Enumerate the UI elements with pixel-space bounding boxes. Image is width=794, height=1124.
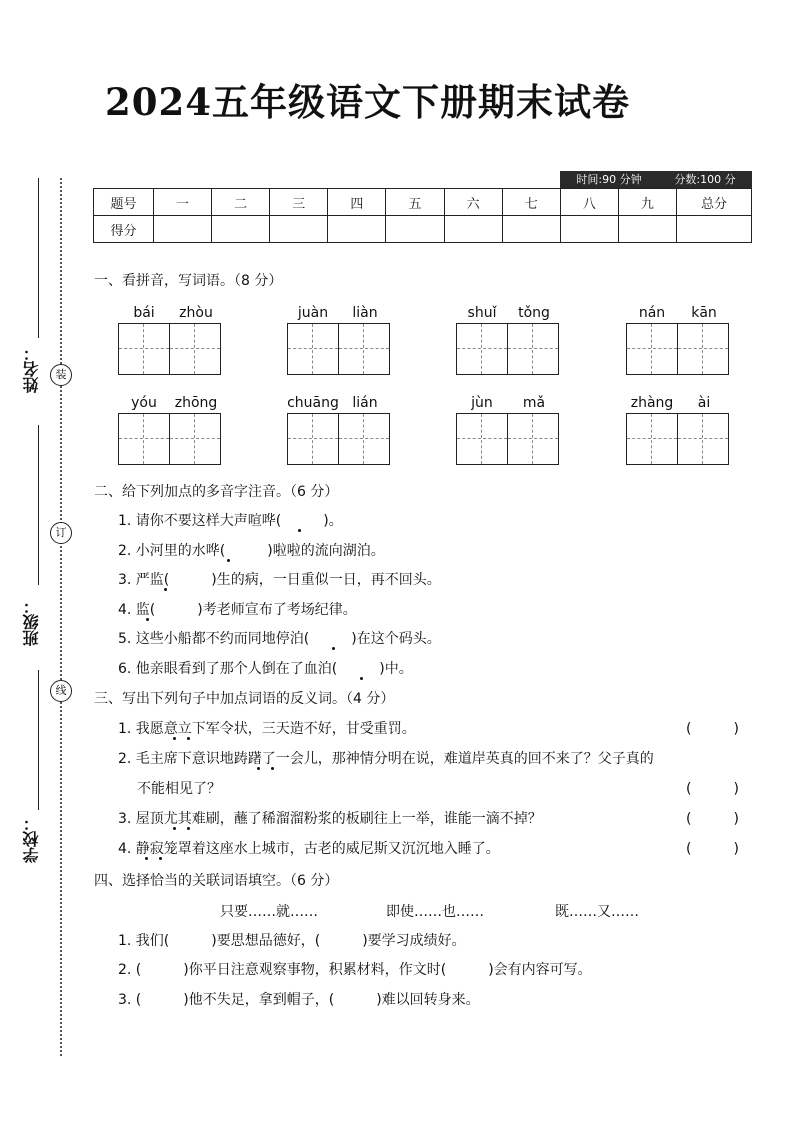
writing-box[interactable]: [626, 413, 678, 465]
table-row: [94, 189, 752, 216]
section2-title: 二、给下列加点的多音字注音。（6 分）: [94, 484, 339, 500]
emphasis-dot: [187, 737, 190, 740]
section1-title: 一、看拼音，写词语。（8 分）: [94, 273, 283, 289]
writing-box[interactable]: [287, 413, 339, 465]
writing-box[interactable]: [338, 323, 390, 375]
writing-box[interactable]: [507, 413, 559, 465]
score-cell[interactable]: [560, 216, 618, 243]
writing-box[interactable]: [677, 413, 729, 465]
score-cell[interactable]: [386, 216, 444, 243]
question-item: 3. 严监( )生的病，一日重似一日，再不回头。: [118, 572, 441, 588]
score-label: 分数:100 分: [674, 173, 736, 186]
score-cell[interactable]: [328, 216, 386, 243]
score-cell[interactable]: [677, 216, 752, 243]
name-rule: [38, 178, 39, 338]
emphasis-dot: [187, 827, 190, 830]
answer-paren[interactable]: ( ): [686, 781, 739, 797]
school-rule: [38, 670, 39, 810]
pinyin-label: zhòu: [179, 305, 213, 321]
seal-xian: 线: [50, 680, 72, 702]
pinyin-label: ài: [697, 395, 711, 411]
emphasis-dot: [360, 677, 363, 680]
answer-paren[interactable]: ( ): [686, 841, 739, 857]
table-row: [94, 216, 752, 243]
column-header: 九: [618, 189, 676, 216]
column-header: 八: [560, 189, 618, 216]
score-cell[interactable]: [154, 216, 212, 243]
writing-box[interactable]: [118, 323, 170, 375]
question-item-continued: 不能相见了？: [137, 781, 221, 797]
column-header: 六: [444, 189, 502, 216]
writing-box[interactable]: [626, 323, 678, 375]
question-item: 1. 我们( )要思想品德好，( )要学习成绩好。: [118, 933, 466, 949]
emphasis-dot: [164, 588, 167, 591]
option-3: 既……又……: [555, 904, 639, 920]
question-item: 4. 静寂笼罩着这座水上城市，古老的威尼斯又沉沉地入睡了。: [118, 841, 500, 857]
column-header: 四: [328, 189, 386, 216]
section3-title: 三、写出下列句子中加点词语的反义词。（4 分）: [94, 691, 395, 707]
name-label: 姓名：: [22, 345, 41, 393]
writing-box[interactable]: [169, 413, 221, 465]
pinyin-label: zhōng: [174, 395, 218, 411]
answer-paren[interactable]: ( ): [686, 811, 739, 827]
score-cell[interactable]: [212, 216, 270, 243]
option-1: 只要……就……: [220, 904, 318, 920]
writing-box[interactable]: [456, 323, 508, 375]
emphasis-dot: [145, 857, 148, 860]
row-label: 题号: [94, 189, 154, 216]
score-cell[interactable]: [502, 216, 560, 243]
pinyin-label: liàn: [352, 305, 378, 321]
question-item: 1. 我愿意立下军令状，三天造不好，甘受重罚。: [118, 721, 416, 737]
score-table: [93, 188, 752, 243]
column-header: 总分: [677, 189, 752, 216]
column-header: 一: [154, 189, 212, 216]
score-cell[interactable]: [618, 216, 676, 243]
column-header: 五: [386, 189, 444, 216]
question-item: 5. 这些小船都不约而同地停泊( )在这个码头。: [118, 631, 441, 647]
section4-title: 四、选择恰当的关联词语填空。（6 分）: [94, 873, 339, 889]
score-cell[interactable]: [270, 216, 328, 243]
emphasis-dot: [173, 737, 176, 740]
column-header: 三: [270, 189, 328, 216]
writing-box[interactable]: [118, 413, 170, 465]
seal-ding: 订: [50, 522, 72, 544]
pinyin-label: kān: [691, 305, 717, 321]
class-label: 班级：: [22, 598, 41, 646]
emphasis-dot: [257, 767, 260, 770]
writing-box[interactable]: [677, 323, 729, 375]
time-label: 时间:90 分钟: [576, 173, 642, 186]
pinyin-label: bái: [133, 305, 155, 321]
question-item: 6. 他亲眼看到了那个人倒在了血泊( )中。: [118, 661, 413, 677]
pinyin-label: shuǐ: [467, 305, 497, 321]
emphasis-dot: [146, 618, 149, 621]
question-item: 2. ( )你平日注意观察事物，积累材料，作文时( )会有内容可写。: [118, 962, 592, 978]
writing-box[interactable]: [169, 323, 221, 375]
score-cell[interactable]: [444, 216, 502, 243]
question-item: 3. 屋顶尤其难刷，蘸了稀溜溜粉浆的板刷往上一举，谁能一滴不掉？: [118, 811, 542, 827]
pinyin-label: juàn: [297, 305, 329, 321]
row-label: 得分: [94, 216, 154, 243]
pinyin-label: mǎ: [522, 395, 546, 411]
option-2: 即使……也……: [386, 904, 484, 920]
school-label: 学校：: [22, 815, 41, 863]
pinyin-label: nán: [638, 305, 666, 321]
question-item: 1. 请你不要这样大声喧哗( )。: [118, 513, 343, 529]
answer-paren[interactable]: ( ): [686, 721, 739, 737]
emphasis-dot: [159, 857, 162, 860]
question-item: 2. 毛主席下意识地踌躇了一会儿，那神情分明在说，难道岸英真的回不来了？父子真的: [118, 751, 654, 767]
pinyin-label: chuāng: [287, 395, 339, 411]
emphasis-dot: [227, 559, 230, 562]
writing-box[interactable]: [507, 323, 559, 375]
emphasis-dot: [298, 529, 301, 532]
emphasis-dot: [173, 827, 176, 830]
column-header: 七: [502, 189, 560, 216]
question-item: 4. 监( )考老师宣布了考场纪律。: [118, 602, 357, 618]
question-item: 3. ( )他不失足，拿到帽子，( )难以回转身来。: [118, 992, 480, 1008]
writing-box[interactable]: [338, 413, 390, 465]
emphasis-dot: [271, 767, 274, 770]
writing-box[interactable]: [456, 413, 508, 465]
binding-line: [60, 178, 62, 1056]
seal-zhuang: 装: [50, 364, 72, 386]
exam-info-band: [560, 171, 752, 188]
exam-title: 2024五年级语文下册期末试卷: [105, 80, 630, 124]
pinyin-label: jùn: [471, 395, 493, 411]
pinyin-label: tǒng: [518, 305, 550, 321]
pinyin-label: yóu: [131, 395, 157, 411]
column-header: 二: [212, 189, 270, 216]
pinyin-label: lián: [352, 395, 378, 411]
pinyin-label: zhàng: [630, 395, 674, 411]
class-rule: [38, 425, 39, 585]
question-item: 2. 小河里的水哗( )啦啦的流向湖泊。: [118, 543, 385, 559]
writing-box[interactable]: [287, 323, 339, 375]
emphasis-dot: [332, 647, 335, 650]
